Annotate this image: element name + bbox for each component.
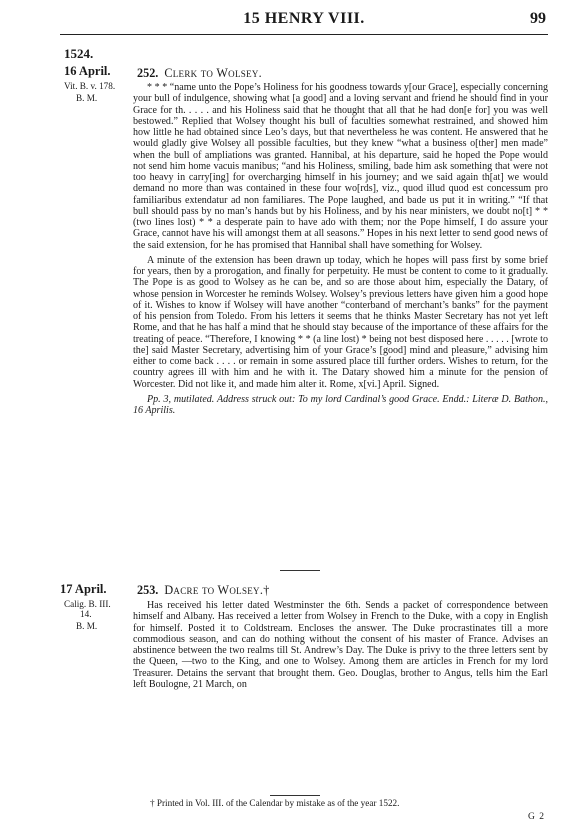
entry-252-date: 16 April.: [64, 64, 111, 78]
entry-253-heading: [137, 583, 270, 598]
entry-253-date: 17 April.: [60, 582, 107, 596]
footnote: † Printed in Vol. III. of the Calendar by mistake as of the year 1522.: [150, 798, 400, 808]
running-title: 15 HENRY VIII.: [243, 10, 365, 27]
entry-252-body: [133, 82, 548, 416]
entry-252-title: Clerk to Wolsey.: [164, 66, 263, 80]
page-number: 99: [530, 10, 546, 27]
entry-253-repository: B. M.: [76, 621, 98, 631]
entry-252-postscript: Pp. 3, mutilated. Address struck out: To my lord Cardinal’s good Grace. Endd.: Literæ D. Bathon., 16 Aprilis.: [133, 393, 548, 416]
entry-252-heading: [137, 66, 262, 81]
entry-252-ref: Vit. B. v. 178.: [64, 81, 116, 91]
entry-252-number: 252.: [137, 66, 159, 80]
entry-253-ref: Calig. B. III.: [64, 599, 111, 609]
footnote-rule: [270, 795, 320, 796]
entry-divider: [280, 570, 320, 571]
year-label: 1524.: [64, 46, 94, 61]
entry-253-body: [133, 600, 548, 690]
entry-252-repository: B. M.: [76, 93, 98, 103]
signature-mark: G 2: [528, 812, 545, 822]
entry-252-paragraph-2: A minute of the extension has been drawn up today, which he hopes will pass first by some brief for years, then by a prorogation, and finally for perpetuity. He must be content to come to it gradually. The Pope is as good to Wolsey as he can be, and so are those about him, especially the Datary, of whose pension in Worcester he reminds Wolsey. Wolsey’s previous letters have given him a good hope of it. Wishes to know if Wolsey will have another “conterband of merchant’s banks” for the payment of his pension from Toledo. From his letters it seems that he thinks Master Secretary has not yet left Rome, and that he has half a mind that he should stay because of the importance of these affairs for the treating of peace. “Therefore, I knowing * * (a line lost) * being not best disposed here . . . . . [wrote to the] said Master Secretary, advertising him of your Grace’s [good] mind and pleasure,” advising him either to come back . . . . or remain in some assured place till further orders. Wishes to return, for the country agrees ill with him and he with it. The Datary showed him a minute for the pension of Worcester. Did not like it, and made him alter it. Rome, x[vi.] April. Signed.: [133, 254, 548, 390]
entry-253-ref-folio: 14.: [80, 609, 92, 619]
entry-253-paragraph-1: Has received his letter dated Westminster the 6th. Sends a packet of correspondence between himself and Albany. Has received a letter from Wolsey in French to the Duke, with a copy in English for himself. Posted it to Coldstream. Encloses the answer. The Duke procrastinates till a more commodious season, and can do nothing without the consent of his master of France. Advises an abstinence between the two realms till St. Andrew’s Day. The Duke is privy to the three letters sent by the Queen, —two to the King, and one to Wolsey. Among them are articles in French for my lord Treasurer. Detains the servant that brought them. Geo. Douglas, brother to Angus, tells him the Earl left Boulogne, 21 March, on: [133, 600, 548, 690]
entry-253-title: Dacre to Wolsey.†: [164, 583, 270, 597]
entry-253-number: 253.: [137, 583, 159, 597]
entry-252-paragraph-1: * * * “name unto the Pope’s Holiness for his goodness towards y[our Grace], especially concerning your bull of indulgence, showing what [a good] and a loving servant and friend he should find in your Grace for th. . . . . and his Holiness said that he thought that all that he had don[e for] you was well bestowed.” Replied that Wolsey thought his bull of faculties somewhat restrained, and showed him how little he had obtained since Leo’s days, but that nevertheless he was content. He answered that he would gladly give Wolsey all possible faculties, but they knew “what a business o[ther] men made” when the bull of ampliations was granted. Hannibal, at his departure, said he hoped the Pope would not send him home vacuis manibus; “and his Holiness, smiling, bade him ask something that were not too heavy in carry[ing] for overcharging himself in his journey; and we said again th[at] we would demand no more than was contained in these four wo[rds], viz., quod illud quod est concessum pro familiaribus extendatur ad non familiares. The Pope laughed, and bade us put it in writing.” “If that bull should pass by no man’s hands but by his Holiness, and by his near ministers, we doubt no[t] * * (two lines lost) * * a desperate pain to have ado with them; nor the Pope himself, I do assure your Grace, cannot have his will amongst them at all seasons.” Hopes in his next letter to send good news of the said extension, for he has promised that Hannibal shall have something for Wolsey.: [133, 82, 548, 251]
page-header: [60, 8, 548, 35]
